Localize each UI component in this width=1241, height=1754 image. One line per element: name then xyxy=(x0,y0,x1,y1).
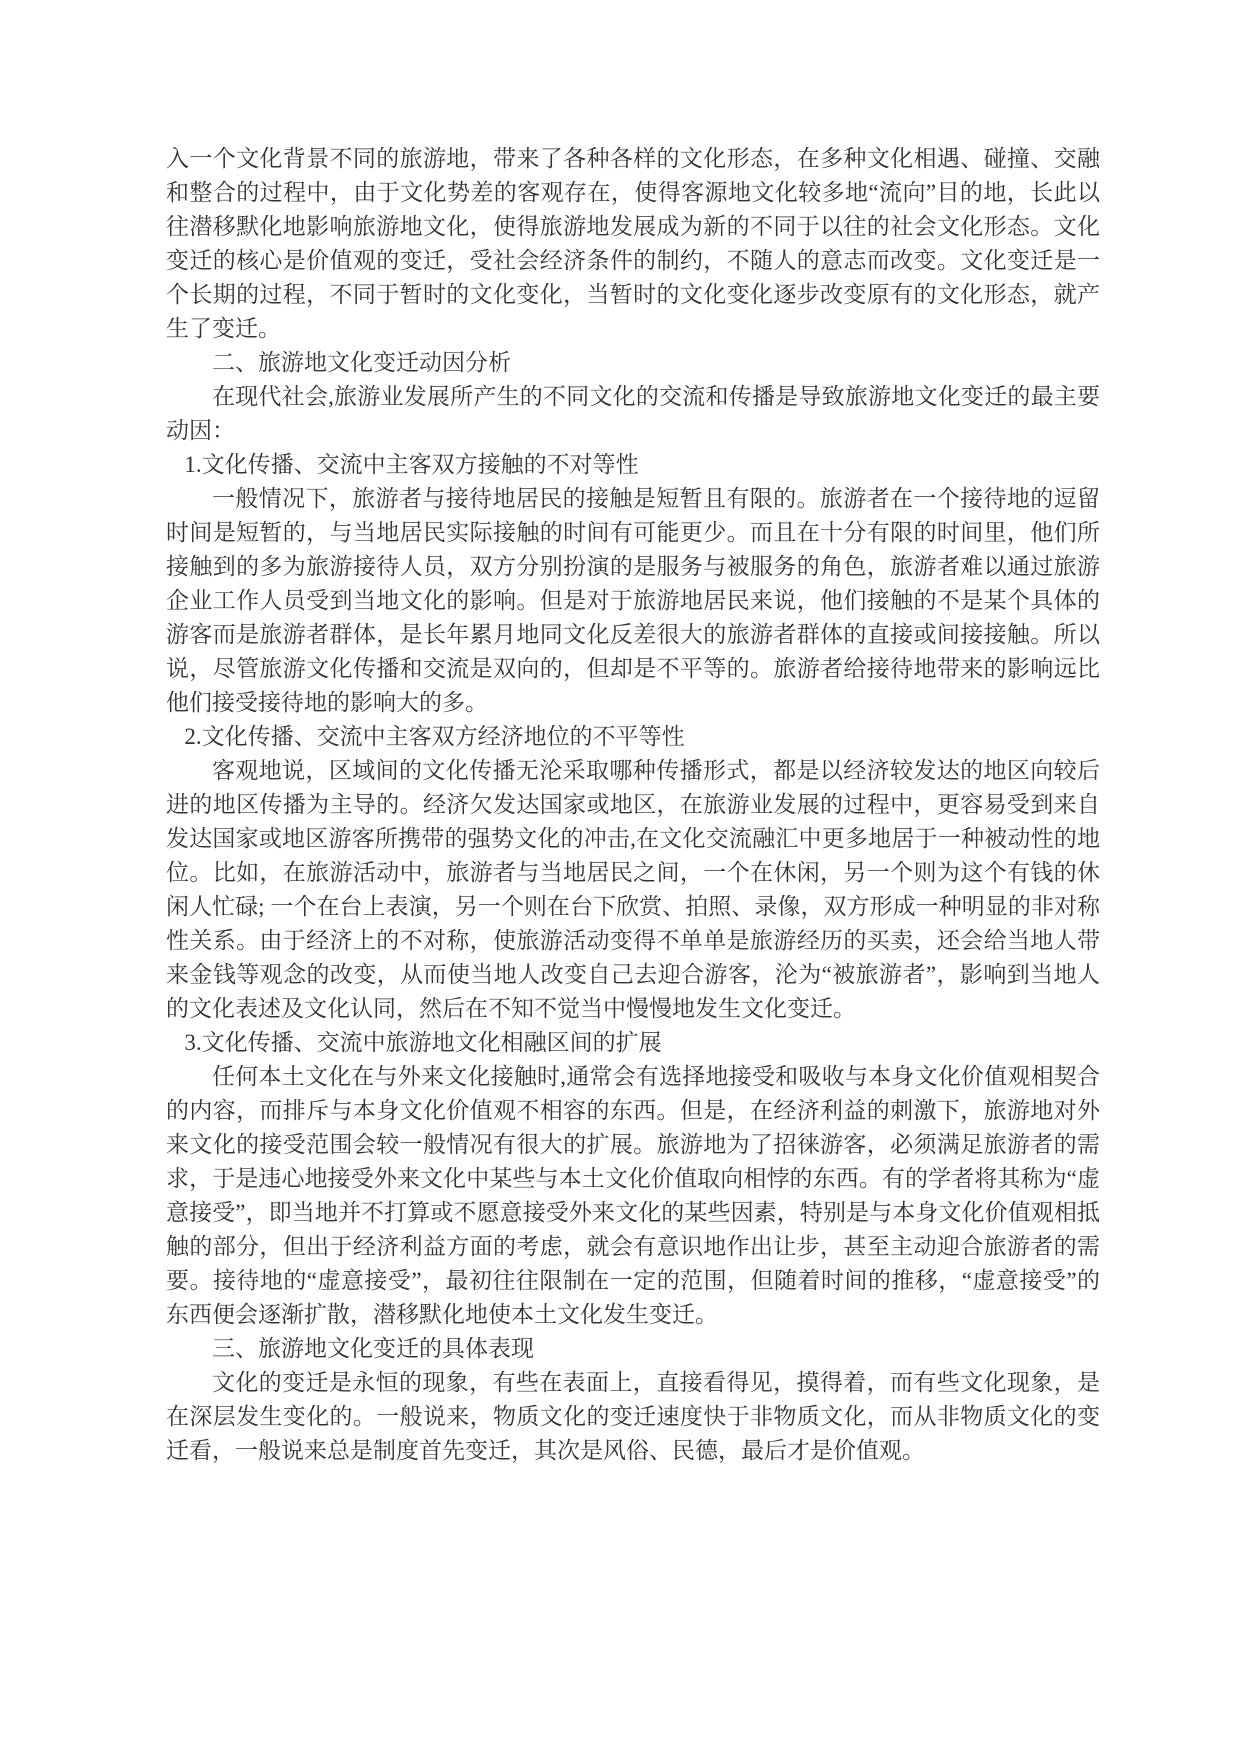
paragraph-contact-inequality: 一般情况下，旅游者与接待地居民的接触是短暂且有限的。旅游者在一个接待地的逗留时间是短暂的，与当地居民实际接触的时间有可能更少。而且在十分有限的时间里，他们所接触到的多为旅游接待人员，双方分别扮演的是服务与被服务的角色，旅游者难以通过旅游企业工作人员受到当地文化的影响。但是对于旅游地居民来说，他们接触的不是某个具体的游客而是旅游者群体，是长年累月地同文化反差很大的旅游者群体的直接或间接接触。所以说，尽管旅游文化传播和交流是双向的，但却是不平等的。旅游者给接待地带来的影响远比他们接受接待地的影响大的多。 xyxy=(166,486,1100,715)
sub-heading-2: 2.文化传播、交流中主客双方经济地位的不平等性 xyxy=(184,724,685,749)
paragraph-economic-inequality: 客观地说，区域间的文化传播无沦采取哪种传播形式，都是以经济较发达的地区向较后进的地区传播为主导的。经济欠发达国家或地区，在旅游业发展的过程中，更容易受到来自发达国家或地区游客所携带的强势文化的冲击,在文化交流融汇中更多地居于一种被动性的地位。比如，在旅游活动中，旅游者与当地居民之间，一个在休闲，另一个则为这个有钱的休闲人忙碌; 一个在台上表演，另一个则在台下欣赏、拍照、录像，双方形成一种明显的非对称性关系。由于经济上的不对称，使旅游活动变得不单单是旅游经历的买卖，还会给当地人带来金钱等观念的改变，从而使当地人改变自己去迎合游客，沦为“被旅游者”，影响到当地人的文化表述及文化认同，然后在不知不觉当中慢慢地发生文化变迁。 xyxy=(166,758,1100,1021)
paragraph-change-manifestation: 文化的变迁是永恒的现象，有些在表面上，直接看得见，摸得着，而有些文化现象，是在深层发生变化的。一般说来，物质文化的变迁速度快于非物质文化，而从非物质文化的变迁看，一般说来总是制度首先变迁，其次是风俗、民德，最后才是价值观。 xyxy=(166,1370,1100,1463)
paragraph-intro-motives: 在现代社会,旅游业发展所产生的不同文化的交流和传播是导致旅游地文化变迁的最主要动因： xyxy=(166,384,1100,443)
paragraph-cultural-fusion-expansion: 任何本土文化在与外来文化接触时,通常会有选择地接受和吸收与本身文化价值观相契合的内容，而排斥与本身文化价值观不相容的东西。但是，在经济利益的刺激下，旅游地对外来文化的接受范围会较一般情况有很大的扩展。旅游地为了招徕游客，必须满足旅游者的需求，于是违心地接受外来文化中某些与本土文化价值取向相悖的东西。有的学者将其称为“虚意接受”，即当地并不打算或不愿意接受外来文化的某些因素，特别是与本身文化价值观相抵触的部分，但出于经济利益方面的考虑，就会有意识地作出让步，甚至主动迎合旅游者的需要。接待地的“虚意接受”，最初往往限制在一定的范围，但随着时间的推移，“虚意接受”的东西便会逐渐扩散，潜移默化地使本土文化发生变迁。 xyxy=(166,1064,1100,1327)
section-heading-3: 三、旅游地文化变迁的具体表现 xyxy=(212,1336,534,1361)
paragraph-continued-from-previous-page: 入一个文化背景不同的旅游地，带来了各种各样的文化形态，在多种文化相遇、碰撞、交融和整合的过程中，由于文化势差的客观存在，使得客源地文化较多地“流向”目的地，长此以往潜移默化地影响旅游地文化，使得旅游地发展成为新的不同于以往的社会文化形态。文化变迁的核心是价值观的变迁，受社会经济条件的制约，不随人的意志而改变。文化变迁是一个长期的过程，不同于暂时的文化变化，当暂时的文化变化逐步改变原有的文化形态，就产生了变迁。 xyxy=(166,146,1100,341)
sub-heading-1: 1.文化传播、交流中主客双方接触的不对等性 xyxy=(184,452,639,477)
document-body xyxy=(166,142,1100,1468)
sub-heading-3: 3.文化传播、交流中旅游地文化相融区间的扩展 xyxy=(184,1030,662,1055)
section-heading-2: 二、旅游地文化变迁动因分析 xyxy=(212,350,511,375)
